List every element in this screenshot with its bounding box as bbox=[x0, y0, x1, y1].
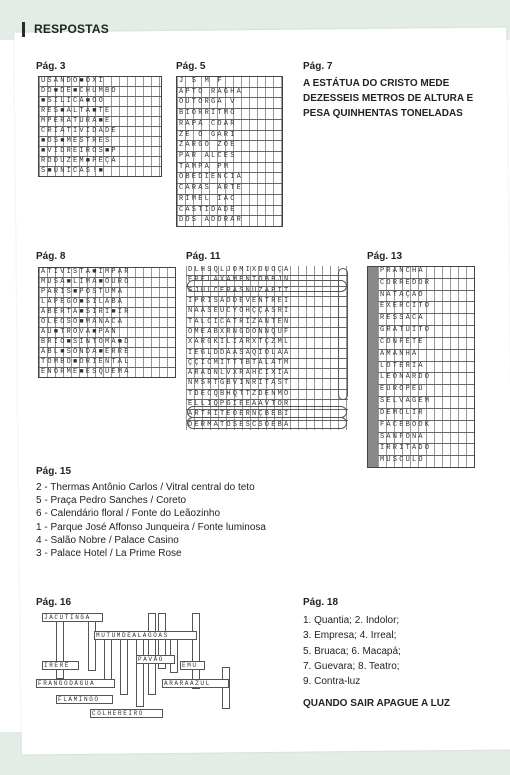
p11-highlight-row-2 bbox=[187, 280, 347, 292]
p8-grid-row: TOMBO■ORIENTAL bbox=[39, 358, 175, 368]
p8-grid-row: ABL■SONDA■ERRE bbox=[39, 348, 175, 358]
p13-grid-row: SELVAGEM bbox=[378, 397, 474, 409]
p16-vertical-word bbox=[120, 631, 128, 695]
p11-grid-row: OMEÃBXRNGDÔNNQUF bbox=[186, 328, 348, 338]
p16-label: Pág. 16 bbox=[36, 597, 72, 608]
p3-grid-row: RES■ALTA■TE bbox=[39, 107, 161, 117]
p11-grid-row: DLHSQLJÔMIXOUOÇA bbox=[186, 266, 348, 276]
p13-grid-row: CORREDOR bbox=[378, 279, 474, 291]
p5-grid-row: OUTORGA V bbox=[177, 98, 282, 109]
p5-grid-rows bbox=[177, 77, 282, 226]
p11-grid-row: IPRISÃODEVENTREI bbox=[186, 297, 348, 307]
p8-label: Pág. 8 bbox=[36, 251, 66, 262]
p15-list-item: 5 - Praça Pedro Sanches / Coreto bbox=[36, 495, 187, 507]
p3-grid-row: ■SILICA■OO bbox=[39, 97, 161, 107]
p13-grid-row: RESSACA bbox=[378, 314, 474, 326]
p15-list-item: 2 - Thermas Antônio Carlos / Vitral central do teto bbox=[36, 482, 255, 493]
p3-grid-row: ■OS■MESTRES bbox=[39, 137, 161, 147]
p13-grid-row: EXERCÍTO bbox=[378, 302, 474, 314]
p11-grid bbox=[186, 266, 348, 430]
p3-grid-rows bbox=[39, 77, 161, 176]
p8-grid-row: ENORME■ESQUEMA bbox=[39, 368, 175, 377]
p8-grid-row: PARIS■POSTUMA bbox=[39, 288, 175, 298]
p16-word-7: ARARAAZUL bbox=[162, 679, 229, 688]
p18-list-item: 1. Quantia; 2. Indolor; bbox=[303, 615, 400, 626]
p8-grid-row: ABERTA■SIRI■IR bbox=[39, 308, 175, 318]
p18-label: Pág. 18 bbox=[303, 597, 339, 608]
p5-grid-row: CARAS ARTE bbox=[177, 184, 282, 195]
p16-word-9: COLHEREIRO bbox=[90, 709, 163, 718]
p5-grid bbox=[176, 76, 283, 227]
p15-list-item: 4 - Salão Nobre / Palace Casino bbox=[36, 534, 179, 546]
p16-word-8: FLAMINGO bbox=[56, 695, 113, 704]
p16-word-1: JACUTINGA bbox=[42, 613, 103, 622]
p11-grid-row: NAASEUCYOHÇÇÃSRI bbox=[186, 307, 348, 317]
p18-answer-list bbox=[303, 613, 401, 689]
p11-grid-row: SJULCERASNUZÃPIT bbox=[186, 287, 348, 297]
p18-list-item: 7. Guevara; 8. Teatro; bbox=[303, 660, 400, 672]
p13-grid-row: PRANCHA bbox=[378, 267, 474, 279]
p11-grid-row: TDECQBHQTTZDENMO bbox=[186, 390, 348, 400]
p8-grid-row: MUSA■LIMA■OURO bbox=[39, 278, 175, 288]
p5-label: Pág. 5 bbox=[176, 61, 206, 72]
p8-grid-row: LAPEGO■SILABA bbox=[39, 298, 175, 308]
p5-grid-row: ZE O GARI bbox=[177, 131, 282, 142]
p13-grid-row: DEMOLIR bbox=[378, 409, 474, 421]
p11-grid-row: NMSRTGBVINRITAST bbox=[186, 379, 348, 389]
p5-grid-row: PAR ALCES bbox=[177, 152, 282, 163]
p5-grid-row: APTO RAGHA bbox=[177, 88, 282, 99]
p18-list-item: 5. Bruaca; 6. Macapá; bbox=[303, 645, 401, 657]
p5-grid-row: RAPA COAR bbox=[177, 120, 282, 131]
p11-grid-row: ERELAXAMENTOBBJN bbox=[186, 276, 348, 286]
p3-grid bbox=[38, 76, 162, 177]
p5-grid-row: J S M F bbox=[177, 77, 282, 88]
p5-grid-row: DOS ADORAR bbox=[177, 216, 282, 226]
p8-grid bbox=[38, 267, 176, 378]
p3-grid-row: S■ÚNICAS!■ bbox=[39, 167, 161, 176]
p11-grid-row: IEGLDDAASAQIOLAA bbox=[186, 349, 348, 359]
p16-word-6: FRANGODÁGUA bbox=[36, 679, 115, 688]
p13-label: Pág. 13 bbox=[367, 251, 403, 262]
p13-grid-row: SANFONA bbox=[378, 433, 474, 445]
p3-grid-row: CRIATIVIDADE bbox=[39, 127, 161, 137]
p3-grid-row: RODUZEM■PEÇA bbox=[39, 157, 161, 167]
p8-grid-row: BRIO■SINTOMA■D bbox=[39, 338, 175, 348]
p3-grid-row: USANDO■OXI bbox=[39, 77, 161, 87]
p15-list-item: 6 - Calendário floral / Fonte do Leãozinho bbox=[36, 508, 221, 520]
p11-grid-row: ARTRITEOERNÇBEBI bbox=[186, 410, 348, 420]
p5-grid-row: TAMPA PM bbox=[177, 163, 282, 174]
p16-word-3: PAVÃO bbox=[136, 655, 175, 664]
p18-list-item: 9. Contra-luz bbox=[303, 676, 361, 688]
p16-vertical-word bbox=[136, 631, 144, 707]
p16-vertical-word bbox=[192, 613, 200, 689]
p13-grid-row: LOTERIA bbox=[378, 362, 474, 374]
p11-grid-row: DERMATOSESCSOEBA bbox=[186, 421, 348, 430]
p15-label: Pág. 15 bbox=[36, 466, 72, 477]
page-title: RESPOSTAS bbox=[34, 22, 109, 36]
p13-grid-stripe bbox=[368, 267, 378, 467]
p8-grid-row: OLEOSO■MANACA bbox=[39, 318, 175, 328]
p11-grid-row: ARADNLVXRAHCIXIA bbox=[186, 369, 348, 379]
p11-label: Pág. 11 bbox=[186, 251, 221, 262]
p8-grid-rows bbox=[39, 268, 175, 377]
p3-label: Pág. 3 bbox=[36, 61, 66, 72]
p13-grid-row: NATAÇÃO bbox=[378, 291, 474, 303]
p16-vertical-word bbox=[148, 613, 156, 695]
p5-grid-row: BIORRITMO bbox=[177, 109, 282, 120]
p13-grid-row: GRATUITO bbox=[378, 326, 474, 338]
p5-grid-row: RIMEL IAC bbox=[177, 195, 282, 206]
p7-answer: A ESTÁTUA DO CRISTO MEDE DEZESSEIS METROS DE ALTURA E PESA QUINHENTAS TONELADAS bbox=[303, 78, 474, 119]
p13-grid-row: LEONARDO bbox=[378, 373, 474, 385]
p16-vertical-word bbox=[56, 619, 64, 679]
p16-word-5: EMU bbox=[180, 661, 205, 670]
p3-grid-row: DO■DE■CHUMBO bbox=[39, 87, 161, 97]
p11-highlight-row-16 bbox=[187, 417, 347, 429]
p13-grid-row: FACEBOOK bbox=[378, 421, 474, 433]
p3-grid-row: MPERATURA■E bbox=[39, 117, 161, 127]
p13-grid bbox=[367, 266, 475, 468]
p5-grid-row: OBEDIENCIA bbox=[177, 173, 282, 184]
p11-grid-row: XÃRGKILIARXTÇZML bbox=[186, 338, 348, 348]
p7-label: Pág. 7 bbox=[303, 61, 333, 72]
p15-list-item: 1 - Parque José Affonso Junqueira / Fonte luminosa bbox=[36, 521, 266, 533]
p18-list-item: 3. Empresa; 4. Irreal; bbox=[303, 630, 397, 642]
p16-word-4: IRERÊ bbox=[42, 661, 79, 670]
p8-grid-row: AU■TROVA■PAN bbox=[39, 328, 175, 338]
p8-grid-row: ATIVISTA■IMPAR bbox=[39, 268, 175, 278]
p13-grid-rows bbox=[378, 267, 474, 467]
p16-vertical-word bbox=[88, 619, 96, 671]
p3-grid-row: ■VIDREIROS■P bbox=[39, 147, 161, 157]
p16-word-2: MUTUMDEALAGOAS bbox=[94, 631, 197, 640]
p13-grid-row: EUROPEU bbox=[378, 385, 474, 397]
p11-grid-row: ÇÇICMITTTBTALATM bbox=[186, 359, 348, 369]
p18-final-answer: QUANDO SAIR APAGUE A LUZ bbox=[303, 698, 451, 709]
p11-grid-row: ELLIQPGIEEAAVTOR bbox=[186, 400, 348, 410]
p11-grid-row: TALCICATRIZANTEN bbox=[186, 318, 348, 328]
header-accent-bar bbox=[22, 22, 25, 37]
p15-list-item: 3 - Palace Hotel / La Prime Rose bbox=[36, 548, 182, 560]
p16-vertical-word bbox=[222, 667, 230, 709]
p13-grid-row: CONFETE bbox=[378, 338, 474, 350]
p13-grid-row: MÚSCULO bbox=[378, 456, 474, 467]
p5-grid-row: CASTIDADE bbox=[177, 206, 282, 217]
p11-highlight-col-last bbox=[338, 268, 348, 400]
p5-grid-row: ZARGO ZOE bbox=[177, 141, 282, 152]
p15-answer-list bbox=[36, 481, 266, 560]
p13-grid-row: AMANHÃ bbox=[378, 350, 474, 362]
p13-grid-row: IRRITADO bbox=[378, 444, 474, 456]
p16-crossword bbox=[36, 611, 246, 719]
